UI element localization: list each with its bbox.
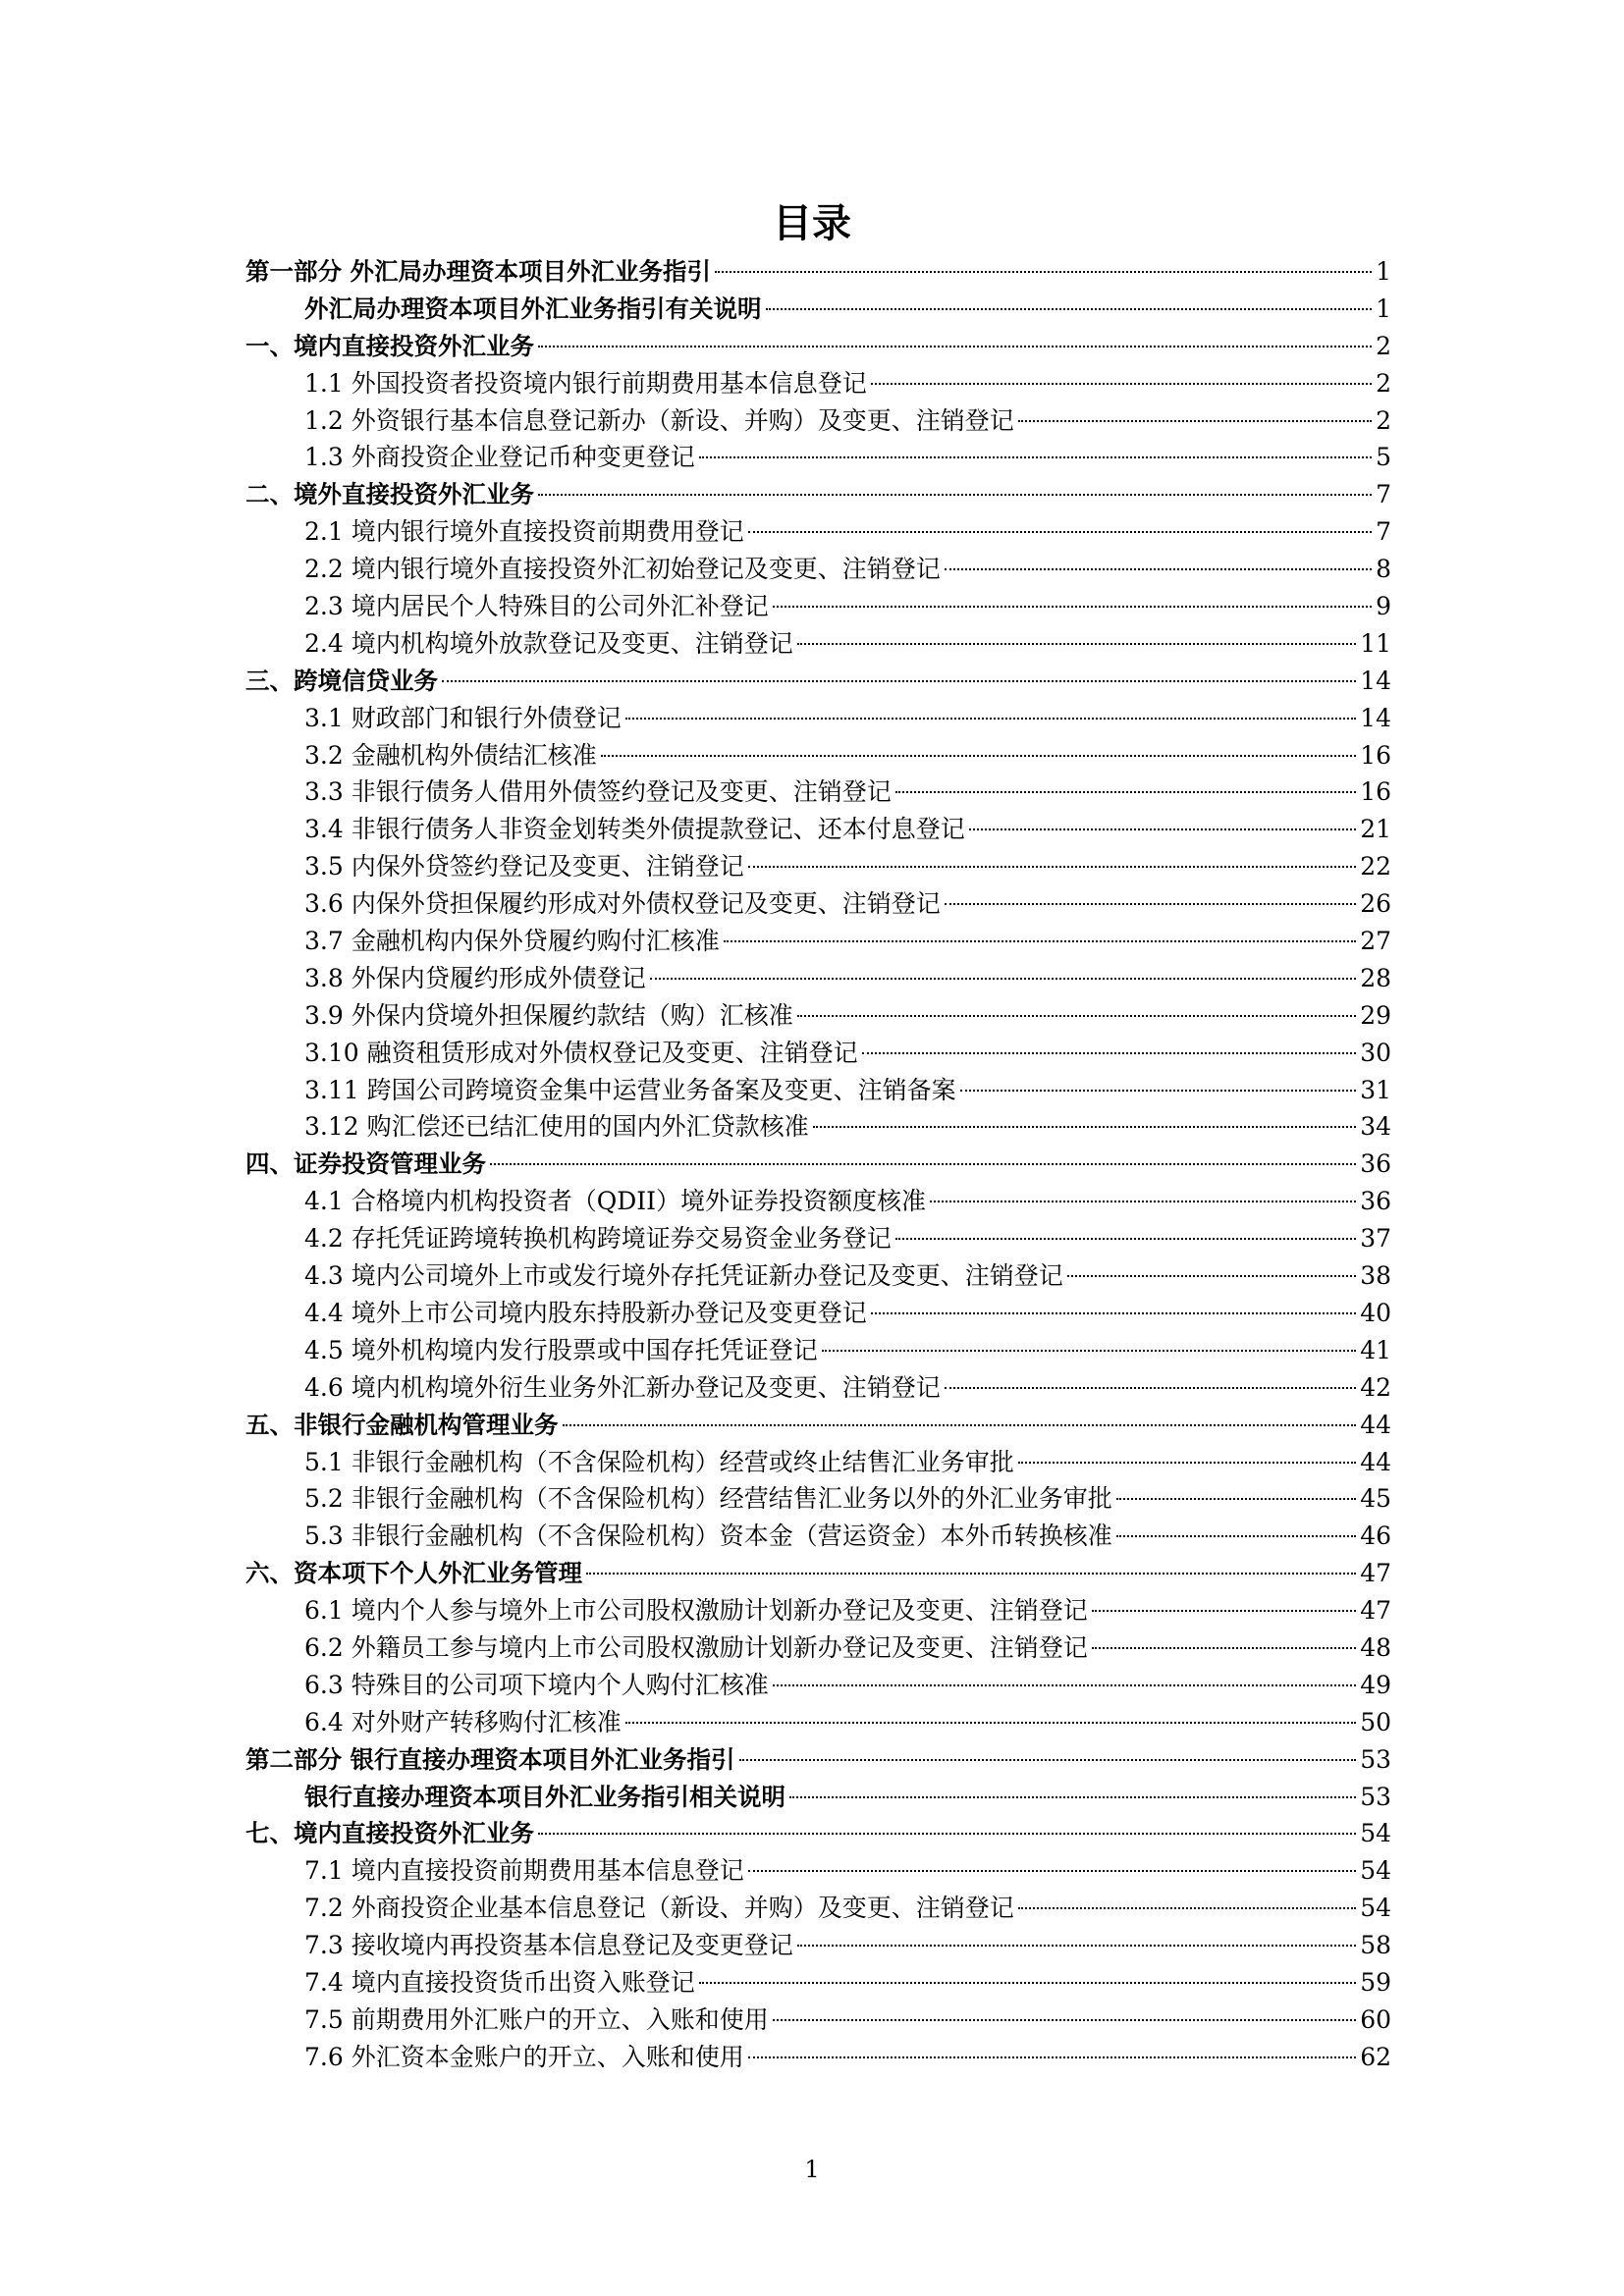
toc-entry[interactable] xyxy=(245,1927,1391,1964)
toc-entry-title: 外汇局办理资本项目外汇业务指引有关说明 xyxy=(304,294,762,323)
dot-leader xyxy=(563,1424,1357,1426)
dot-leader xyxy=(797,1945,1356,1947)
toc-entry-title: 4.6 境内机构境外衍生业务外汇新办登记及变更、注销登记 xyxy=(304,1372,941,1402)
toc-entry[interactable] xyxy=(245,476,1391,513)
dot-leader xyxy=(715,271,1372,273)
toc-entry-page: 2 xyxy=(1376,331,1391,360)
toc-entry[interactable] xyxy=(245,1964,1391,2002)
toc-entry-title: 4.3 境内公司境外上市或发行境外存托凭证新办登记及变更、注销登记 xyxy=(304,1261,1063,1291)
toc-entry[interactable] xyxy=(245,1369,1391,1407)
toc-entry-page: 16 xyxy=(1360,740,1391,770)
dot-leader xyxy=(490,1163,1356,1165)
toc-entry[interactable] xyxy=(245,1890,1391,1927)
toc-entry-page: 5 xyxy=(1376,443,1391,472)
toc-entry[interactable] xyxy=(245,1852,1391,1890)
toc-entry-page: 53 xyxy=(1360,1744,1391,1774)
dot-leader xyxy=(586,1573,1356,1575)
toc-entry-title: 7.4 境内直接投资货币出资入账登记 xyxy=(304,1967,695,1997)
toc-entry[interactable] xyxy=(245,439,1391,476)
toc-entry-page: 8 xyxy=(1376,555,1391,584)
toc-entry-page: 54 xyxy=(1360,1856,1391,1886)
toc-entry-page: 1 xyxy=(1376,294,1391,323)
dot-leader xyxy=(538,346,1372,347)
toc-entry[interactable] xyxy=(245,1518,1391,1555)
toc-entry-page: 60 xyxy=(1360,2004,1391,2034)
table-of-contents xyxy=(245,253,1391,2076)
dot-leader xyxy=(601,755,1356,757)
dot-leader xyxy=(1116,1535,1356,1537)
toc-entry[interactable] xyxy=(245,700,1391,737)
toc-entry[interactable] xyxy=(245,737,1391,774)
dot-leader xyxy=(699,1982,1356,1984)
toc-entry-title: 第一部分 外汇局办理资本项目外汇业务指引 xyxy=(245,257,712,286)
toc-entry-title: 3.3 非银行债务人借用外债签约登记及变更、注销登记 xyxy=(304,777,892,807)
dot-leader xyxy=(960,1090,1357,1092)
toc-entry-page: 22 xyxy=(1360,852,1391,881)
toc-entry[interactable] xyxy=(245,1035,1391,1072)
toc-entry[interactable] xyxy=(245,1257,1391,1295)
toc-entry-title: 6.3 特殊目的公司项下境内个人购付汇核准 xyxy=(304,1670,769,1699)
toc-entry-title: 六、资本项下个人外汇业务管理 xyxy=(245,1559,582,1588)
toc-entry-title: 1.2 外资银行基本信息登记新办（新设、并购）及变更、注销登记 xyxy=(304,405,1014,435)
toc-entry-title: 7.6 外汇资本金账户的开立、入账和使用 xyxy=(304,2042,744,2071)
toc-entry-page: 9 xyxy=(1376,592,1391,621)
dot-leader xyxy=(538,494,1372,496)
toc-entry-page: 34 xyxy=(1360,1112,1391,1142)
toc-entry-title: 7.3 接收境内再投资基本信息登记及变更登记 xyxy=(304,1931,793,1960)
dot-leader xyxy=(442,680,1356,682)
dot-leader xyxy=(1018,1462,1356,1464)
toc-entry[interactable] xyxy=(245,1592,1391,1629)
dot-leader xyxy=(773,606,1372,608)
toc-entry-page: 16 xyxy=(1360,777,1391,807)
toc-entry[interactable] xyxy=(245,365,1391,402)
toc-entry-title: 2.4 境内机构境外放款登记及变更、注销登记 xyxy=(304,628,793,658)
toc-entry-page: 47 xyxy=(1360,1559,1391,1588)
dot-leader xyxy=(969,828,1356,830)
toc-entry-title: 6.2 外籍员工参与境内上市公司股权激励计划新办登记及变更、注销登记 xyxy=(304,1632,1088,1662)
toc-entry-page: 37 xyxy=(1360,1224,1391,1254)
toc-entry-page: 53 xyxy=(1360,1782,1391,1811)
toc-entry[interactable] xyxy=(245,253,1391,291)
toc-entry[interactable] xyxy=(245,663,1391,700)
toc-entry-title: 四、证券投资管理业务 xyxy=(245,1149,486,1179)
toc-entry-title: 3.9 外保内贷境外担保履约款结（购）汇核准 xyxy=(304,1000,793,1030)
toc-entry-page: 29 xyxy=(1360,1000,1391,1030)
toc-entry-title: 6.1 境内个人参与境外上市公司股权激励计划新办登记及变更、注销登记 xyxy=(304,1596,1088,1626)
toc-entry-title: 3.12 购汇偿还已结汇使用的国内外汇贷款核准 xyxy=(304,1112,809,1142)
toc-entry[interactable] xyxy=(245,1072,1391,1109)
dot-leader xyxy=(1116,1498,1356,1500)
toc-entry-title: 二、境外直接投资外汇业务 xyxy=(245,480,534,509)
dot-leader xyxy=(871,1312,1356,1314)
dot-leader xyxy=(773,2019,1356,2021)
toc-entry[interactable] xyxy=(245,1108,1391,1146)
dot-leader xyxy=(895,1238,1356,1240)
dot-leader xyxy=(813,1126,1357,1128)
dot-leader xyxy=(650,978,1356,980)
toc-entry-page: 41 xyxy=(1360,1335,1391,1364)
toc-entry-page: 58 xyxy=(1360,1931,1391,1960)
dot-leader xyxy=(699,456,1372,458)
toc-entry-title: 4.1 合格境内机构投资者（QDII）境外证券投资额度核准 xyxy=(304,1187,926,1216)
dot-leader xyxy=(945,568,1372,570)
toc-entry-page: 50 xyxy=(1360,1707,1391,1736)
dot-leader xyxy=(930,1201,1356,1202)
toc-entry-page: 2 xyxy=(1376,368,1391,398)
toc-entry-title: 5.3 非银行金融机构（不含保险机构）资本金（营运资金）本外币转换核准 xyxy=(304,1522,1112,1551)
toc-entry-page: 1 xyxy=(1376,257,1391,286)
toc-entry[interactable] xyxy=(245,402,1391,440)
toc-entry[interactable] xyxy=(245,2002,1391,2039)
dot-leader xyxy=(1092,1647,1356,1649)
toc-entry-title: 3.4 非银行债务人非资金划转类外债提款登记、还本付息登记 xyxy=(304,815,965,844)
page-number: 1 xyxy=(804,2156,820,2183)
toc-entry-page: 31 xyxy=(1360,1075,1391,1104)
toc-entry-title: 4.4 境外上市公司境内股东持股新办登记及变更登记 xyxy=(304,1298,867,1327)
toc-entry[interactable] xyxy=(245,1183,1391,1220)
toc-entry[interactable] xyxy=(245,1815,1391,1852)
toc-entry[interactable] xyxy=(245,2039,1391,2076)
toc-entry[interactable] xyxy=(245,328,1391,365)
toc-entry-title: 5.2 非银行金融机构（不含保险机构）经营结售汇业务以外的外汇业务审批 xyxy=(304,1484,1112,1514)
dot-leader xyxy=(538,1833,1356,1835)
toc-entry-page: 59 xyxy=(1360,1967,1391,1997)
toc-entry[interactable] xyxy=(245,551,1391,588)
toc-entry-page: 21 xyxy=(1360,815,1391,844)
toc-entry-page: 14 xyxy=(1360,666,1391,695)
toc-entry-page: 44 xyxy=(1360,1447,1391,1476)
toc-entry-title: 1.1 外国投资者投资境内银行前期费用基本信息登记 xyxy=(304,368,867,398)
toc-entry-title: 6.4 对外财产转移购付汇核准 xyxy=(304,1707,622,1736)
toc-entry-page: 49 xyxy=(1360,1670,1391,1699)
toc-entry[interactable] xyxy=(245,1220,1391,1257)
dot-leader xyxy=(748,531,1372,533)
dot-leader xyxy=(766,308,1373,310)
toc-entry[interactable] xyxy=(245,291,1391,328)
toc-entry-page: 2 xyxy=(1376,405,1391,435)
toc-entry-page: 46 xyxy=(1360,1522,1391,1551)
toc-entry-page: 27 xyxy=(1360,927,1391,956)
dot-leader xyxy=(945,1387,1356,1389)
toc-entry[interactable] xyxy=(245,1629,1391,1667)
toc-entry[interactable] xyxy=(245,1704,1391,1741)
dot-leader xyxy=(945,903,1356,905)
toc-entry-title: 2.3 境内居民个人特殊目的公司外汇补登记 xyxy=(304,592,769,621)
dot-leader xyxy=(862,1052,1357,1054)
toc-entry-title: 五、非银行金融机构管理业务 xyxy=(245,1410,559,1439)
toc-entry-title: 一、境内直接投资外汇业务 xyxy=(245,331,534,360)
dot-leader xyxy=(789,1796,1356,1798)
toc-entry[interactable] xyxy=(245,1332,1391,1369)
toc-entry-page: 36 xyxy=(1360,1149,1391,1179)
toc-entry-title: 7.1 境内直接投资前期费用基本信息登记 xyxy=(304,1856,744,1886)
toc-entry[interactable] xyxy=(245,588,1391,625)
toc-entry-page: 42 xyxy=(1360,1372,1391,1402)
dot-leader xyxy=(748,866,1356,868)
toc-entry-page: 7 xyxy=(1376,480,1391,509)
toc-entry[interactable] xyxy=(245,923,1391,960)
toc-entry[interactable] xyxy=(245,885,1391,923)
toc-entry-page: 11 xyxy=(1360,628,1391,658)
dot-leader xyxy=(871,383,1372,385)
dot-leader xyxy=(797,643,1356,645)
toc-entry-page: 28 xyxy=(1360,963,1391,992)
dot-leader xyxy=(822,1350,1356,1352)
toc-entry-title: 2.2 境内银行境外直接投资外汇初始登记及变更、注销登记 xyxy=(304,555,941,584)
toc-entry[interactable] xyxy=(245,1407,1391,1444)
toc-entry-page: 44 xyxy=(1360,1410,1391,1439)
dot-leader xyxy=(1092,1610,1356,1612)
toc-entry-page: 54 xyxy=(1360,1894,1391,1923)
toc-entry-title: 3.8 外保内贷履约形成外债登记 xyxy=(304,963,646,992)
toc-entry-page: 36 xyxy=(1360,1187,1391,1216)
toc-entry-title: 七、境内直接投资外汇业务 xyxy=(245,1819,534,1848)
toc-entry-title: 4.5 境外机构境内发行股票或中国存托凭证登记 xyxy=(304,1335,818,1364)
toc-entry-title: 银行直接办理资本项目外汇业务指引相关说明 xyxy=(304,1782,785,1811)
dot-leader xyxy=(739,1759,1357,1761)
toc-entry[interactable] xyxy=(245,625,1391,663)
toc-entry[interactable] xyxy=(245,1555,1391,1592)
toc-entry-title: 3.5 内保外贷签约登记及变更、注销登记 xyxy=(304,852,744,881)
dot-leader xyxy=(625,718,1356,720)
toc-entry-page: 30 xyxy=(1360,1038,1391,1067)
dot-leader xyxy=(625,1722,1356,1724)
toc-entry-title: 7.5 前期费用外汇账户的开立、入账和使用 xyxy=(304,2004,769,2034)
toc-entry[interactable] xyxy=(245,960,1391,997)
toc-entry-page: 45 xyxy=(1360,1484,1391,1514)
toc-entry[interactable] xyxy=(245,1480,1391,1518)
dot-leader xyxy=(724,940,1356,942)
toc-entry-page: 38 xyxy=(1360,1261,1391,1291)
toc-entry[interactable] xyxy=(245,997,1391,1035)
toc-entry-title: 第二部分 银行直接办理资本项目外汇业务指引 xyxy=(245,1744,735,1774)
toc-entry-title: 3.11 跨国公司跨境资金集中运营业务备案及变更、注销备案 xyxy=(304,1075,956,1104)
toc-entry-title: 三、跨境信贷业务 xyxy=(245,666,438,695)
toc-entry-page: 62 xyxy=(1360,2042,1391,2071)
toc-entry-page: 7 xyxy=(1376,517,1391,547)
toc-entry[interactable] xyxy=(245,1741,1391,1779)
toc-entry-page: 48 xyxy=(1360,1632,1391,1662)
toc-entry-title: 3.1 财政部门和银行外债登记 xyxy=(304,703,622,732)
toc-entry-title: 2.1 境内银行境外直接投资前期费用登记 xyxy=(304,517,744,547)
toc-entry-title: 3.2 金融机构外债结汇核准 xyxy=(304,740,597,770)
toc-entry[interactable] xyxy=(245,1444,1391,1481)
toc-entry[interactable] xyxy=(245,774,1391,811)
toc-entry-title: 1.3 外商投资企业登记币种变更登记 xyxy=(304,443,695,472)
toc-entry[interactable] xyxy=(245,1779,1391,1816)
toc-entry[interactable] xyxy=(245,1295,1391,1332)
dot-leader xyxy=(895,791,1356,793)
toc-entry-title: 3.6 内保外贷担保履约形成对外债权登记及变更、注销登记 xyxy=(304,889,941,919)
toc-entry-title: 3.7 金融机构内保外贷履约购付汇核准 xyxy=(304,927,720,956)
toc-entry-title: 3.10 融资租赁形成对外债权登记及变更、注销登记 xyxy=(304,1038,858,1067)
toc-entry-page: 26 xyxy=(1360,889,1391,919)
toc-entry[interactable] xyxy=(245,513,1391,551)
dot-leader xyxy=(773,1684,1356,1686)
toc-entry[interactable] xyxy=(245,848,1391,885)
toc-entry-page: 40 xyxy=(1360,1298,1391,1327)
dot-leader xyxy=(1018,1907,1356,1909)
toc-entry-title: 5.1 非银行金融机构（不含保险机构）经营或终止结售汇业务审批 xyxy=(304,1447,1014,1476)
dot-leader xyxy=(1067,1275,1356,1277)
dot-leader xyxy=(748,1870,1356,1872)
toc-entry[interactable] xyxy=(245,811,1391,848)
dot-leader xyxy=(748,2056,1356,2058)
toc-entry[interactable] xyxy=(245,1146,1391,1183)
toc-entry-page: 14 xyxy=(1360,703,1391,732)
dot-leader xyxy=(797,1015,1356,1017)
toc-entry[interactable] xyxy=(245,1667,1391,1704)
toc-entry-title: 4.2 存托凭证跨境转换机构跨境证券交易资金业务登记 xyxy=(304,1224,892,1254)
toc-entry-title: 7.2 外商投资企业基本信息登记（新设、并购）及变更、注销登记 xyxy=(304,1894,1014,1923)
toc-entry-page: 54 xyxy=(1360,1819,1391,1848)
dot-leader xyxy=(1018,420,1372,422)
toc-entry-page: 47 xyxy=(1360,1596,1391,1626)
toc-title: 目录 xyxy=(773,201,851,246)
